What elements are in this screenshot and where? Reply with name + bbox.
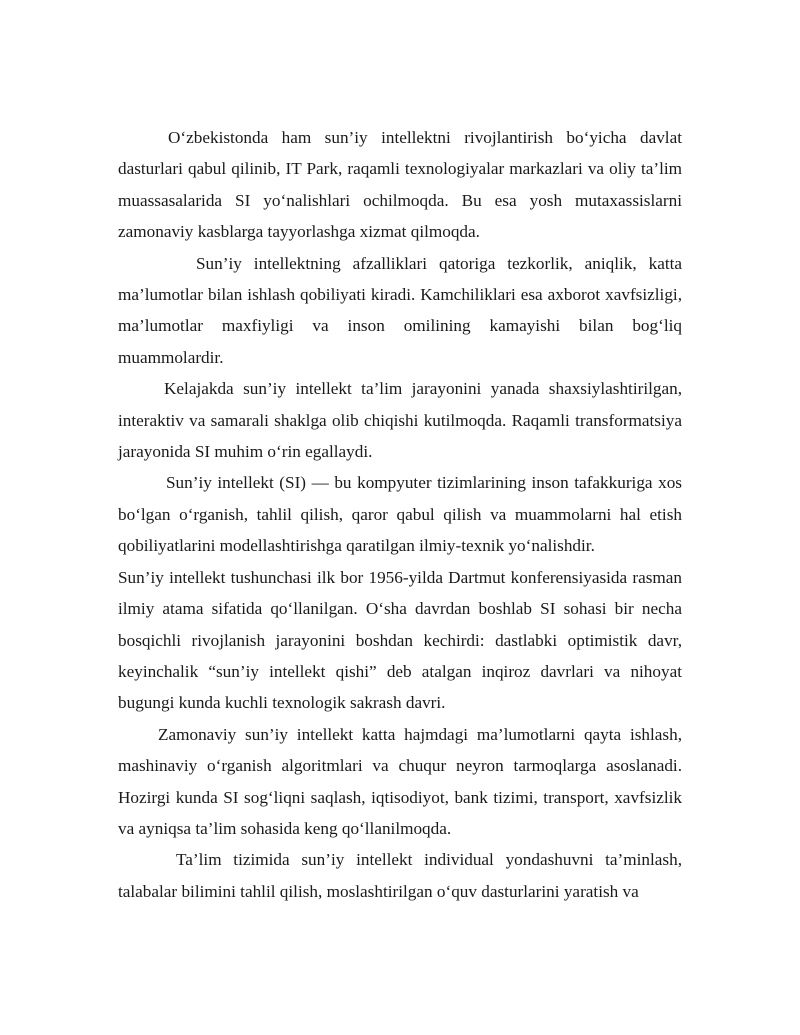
paragraph-definition: Sun’iy intellekt (SI) — bu kompyuter tizimlarining inson tafakkuriga xos bo‘lgan o‘rganish, tahlil qilish, qaror qabul qilish va muammolarni hal etish qobiliyatlarini modellashtirishga qaratilgan ilmiy-texnik yo‘nalishdir. bbox=[118, 473, 682, 556]
paragraph-modern-ai: Zamonaviy sun’iy intellekt katta hajmdagi ma’lumotlarni qayta ishlash, mashinaviy o‘rganish algoritmlari va chuqur neyron tarmoqlarga asoslanadi. Hozirgi kunda SI sog‘liqni saqlash, iqtisodiyot, bank tizimi, transport, xavfsizlik va ayniqsa ta’lim sohasida keng qo‘llanilmoqda. bbox=[118, 724, 682, 838]
paragraph-history: Sun’iy intellekt tushunchasi ilk bor 1956-yilda Dartmut konferensiyasida rasman ilmiy atama sifatida qo‘llanilgan. O‘sha davrdan boshlab SI sohasi bir necha bosqichli rivojlanish jarayonini boshdan kechirdi: dastlabki optimistik davr, keyinchalik “sun’iy intellekt qishi” deb atalgan inqiroz davrlari va nihoyat bugungi kunda kuchli texnologik sakrash davri. bbox=[118, 567, 682, 713]
paragraph-advantages: Sun’iy intellektning afzalliklari qatoriga tezkorlik, aniqlik, katta ma’lumotlar bilan ishlash qobiliyati kiradi. Kamchiliklari esa axborot xavfsizligi, ma’lumotlar maxfiyligi va inson omilining kamayishi bilan bog‘liq muammolardir. bbox=[118, 253, 682, 367]
paragraph-uzbekistan-programs: O‘zbekistonda ham sun’iy intellektni rivojlantirish bo‘yicha davlat dasturlari qabul qilinib, IT Park, raqamli texnologiyalar markazlari va oliy ta’lim muassasalarida SI yo‘nalishlari ochilmoqda. Bu esa yosh mutaxassislarni zamonaviy kasblarga tayyorlashga xizmat qilmoqda. bbox=[118, 128, 682, 242]
document-body bbox=[118, 122, 682, 907]
paragraph-future: Kelajakda sun’iy intellekt ta’lim jarayonini yanada shaxsiylashtirilgan, interaktiv va samarali shaklga olib chiqishi kutilmoqda. Raqamli transformatsiya jarayonida SI muhim o‘rin egallaydi. bbox=[118, 379, 682, 462]
paragraph-education: Ta’lim tizimida sun’iy intellekt individual yondashuvni ta’minlash, talabalar bilimini tahlil qilish, moslashtirilgan o‘quv dasturlarini yaratish va bbox=[118, 850, 682, 901]
